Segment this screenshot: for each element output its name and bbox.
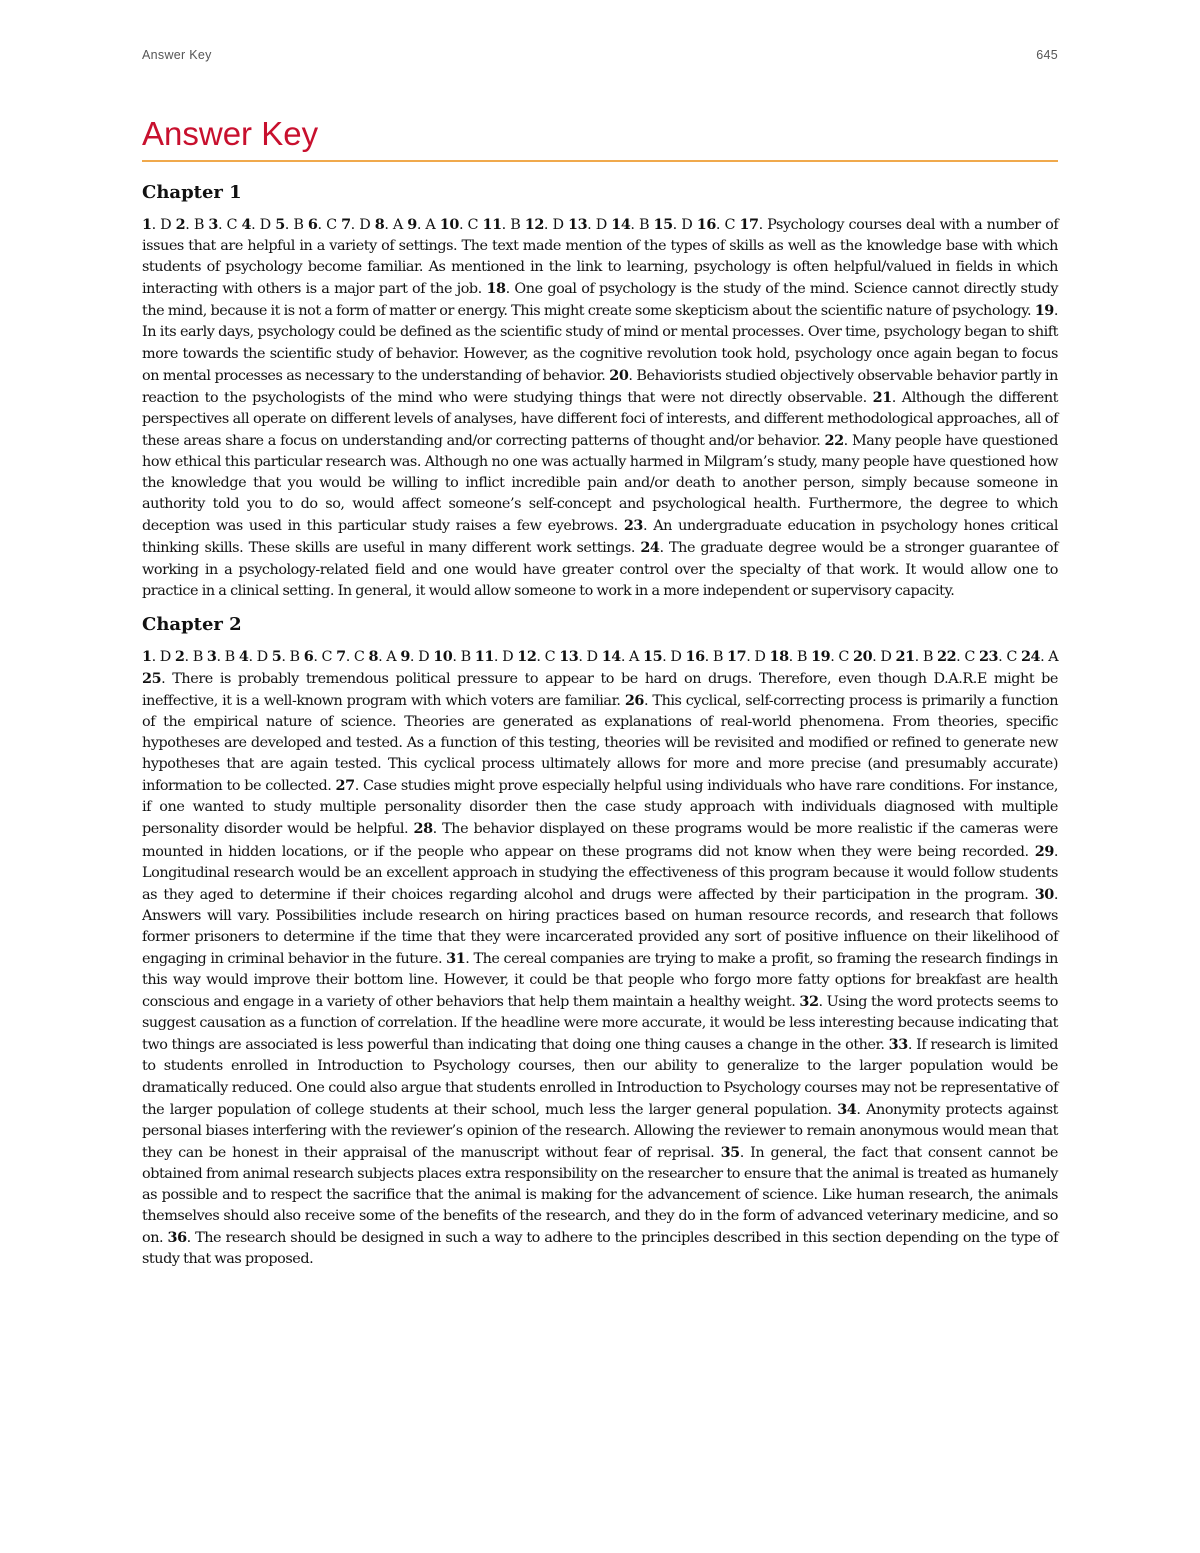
answer-number: 6	[307, 216, 318, 233]
answer-item: 1. D	[142, 216, 172, 233]
answer-item: 7. C	[336, 647, 365, 665]
answer-number: 9	[400, 647, 410, 665]
answer-item: 25. There is probably tremendous political pressure to appear to be hard on drugs. Therefore, even though D.A.R.E might be ineffective, it is a well-known program with which voters are familiar.	[142, 669, 1058, 709]
answer-text: B	[293, 217, 304, 233]
answer-item: 18. B	[769, 647, 807, 665]
answer-item: 32. Using the word protects seems to suggest causation as a function of correlation. If the headline were more accurate, it would be less interesting because indicating that two things are associated is less powerful than indicating that doing one thing causes a change in the other.	[142, 993, 1058, 1054]
answer-text: A	[1048, 648, 1059, 665]
answer-item: 4. D	[241, 216, 271, 233]
answer-number: 33	[888, 1036, 908, 1054]
answer-number: 32	[799, 993, 819, 1011]
answer-item: 9. D	[400, 647, 430, 665]
answer-text: D	[160, 217, 172, 233]
answer-number: 27	[335, 777, 355, 795]
answer-item: 18. One goal of psychology is the study of the mind. Science cannot directly study the mind, because it is not a form of matter or energy. This might create some skepticism about the scientific nature of psychology.	[142, 280, 1059, 320]
answer-number: 31	[446, 950, 466, 967]
answer-item: 23. An undergraduate education in psychology hones critical thinking skills. These skills are useful in many different work settings.	[142, 517, 1059, 557]
chapter-heading: Chapter 2	[142, 613, 242, 635]
answer-list	[142, 646, 1058, 1271]
answer-text: This cyclical, self-correcting process is primarily a function of the empirical nature of science. Theories are generated as explanations of real-world phenomena. From theories, specific hypotheses are developed and tested. As a function of this testing, theories will be revisited and modified or refined to generate new hypotheses that are again tested. This cyclical process ultimately allows for more and more precise (and presumably accurate) information to be collected.	[142, 692, 1059, 795]
answer-text: The cereal companies are trying to make a profit, so framing the research findings in this way would improve their bottom line. However, it could be that people who forgo more fatty options for breakfast are health conscious and engage in a variety of other behaviors that help them maintain a healthy weight.	[142, 951, 1059, 1011]
answer-item: 6. C	[307, 216, 337, 233]
answer-text: B	[460, 648, 471, 665]
page-title: Answer Key	[142, 115, 319, 152]
answer-text: The behavior displayed on these programs would be more realistic if the cameras were mounted in hidden locations, or if the people who appear on these programs did not know when they were being recorded.	[142, 821, 1058, 860]
answer-text: D	[159, 648, 171, 665]
answer-number: 23	[978, 647, 999, 665]
answer-item: 19. C	[811, 647, 849, 665]
answer-item: 36. The research should be designed in such a way to adhere to the principles described in this section depending on the type of study that was proposed.	[142, 1229, 1058, 1268]
answer-number: 24	[640, 539, 660, 557]
answer-number: 14	[601, 647, 621, 665]
answer-text: A	[386, 648, 397, 665]
answer-text: C	[838, 648, 849, 665]
answer-number: 17	[739, 216, 759, 233]
answer-item: 5. B	[275, 216, 304, 233]
answer-text: B	[638, 217, 650, 233]
answer-number: 24	[1020, 647, 1041, 665]
answer-item: 20. Behaviorists studied objectively observable behavior partly in reaction to the psychologists of the mind who were studying things that were not directly observable.	[142, 366, 1058, 406]
answer-number: 3	[206, 647, 217, 665]
answer-number: 1	[142, 216, 152, 233]
answer-item: 4. D	[238, 647, 268, 665]
answer-number: 6	[303, 647, 314, 665]
answer-number: 28	[413, 820, 433, 838]
answer-item: 13. D	[568, 216, 607, 233]
running-title: Answer Key	[142, 48, 212, 62]
answer-item: 5. B	[271, 647, 300, 665]
answer-item: 28. The behavior displayed on these programs would be more realistic if the cameras were mounted in hidden locations, or if the people who appear on these programs did not know when they were being recorded.	[142, 820, 1058, 860]
answer-text: B	[796, 648, 807, 665]
answer-text: An undergraduate education in psychology hones critical thinking skills. These skills are useful in many different work settings.	[142, 518, 1059, 557]
answer-text: The graduate degree would be a stronger guarantee of working in a psychology-related field and one would have greater control over the specialty of that work. It would allow one to practice in a clinical setting. In general, it would allow someone to work in a more independent or supervisory capacity.	[142, 540, 1059, 599]
answer-number: 19	[811, 647, 831, 665]
answer-number: 8	[374, 216, 385, 233]
answer-text: The research should be designed in such a way to adhere to the principles described in this section depending on the type of study that was proposed.	[142, 1230, 1058, 1268]
answer-item: 16. C	[696, 216, 736, 233]
answer-number: 21	[895, 647, 915, 665]
answer-text: Answers will vary. Possibilities include research on hiring practices based on human resource records, and research that follows former prisoners to determine if the time that they were incarcerated provided any sort of positive influence on their likelihood of engaging in criminal behavior in the future.	[142, 907, 1058, 967]
answer-text: C	[964, 648, 975, 665]
answer-item: 21. B	[895, 647, 933, 665]
answer-item: 8. A	[368, 647, 397, 665]
answer-number: 2	[175, 216, 186, 233]
answer-text: In its early days, psychology could be defined as the scientific study of mind or mental processes. Over time, psychology began to shift more towards the scientific study of behavior. However, as the cognitive revolution took hold, psychology once again began to focus on mental processes as necessary to the understanding of behavior.	[142, 324, 1058, 384]
answer-number: 3	[208, 216, 218, 233]
answer-text: A	[392, 217, 403, 233]
answer-item: 17. Psychology courses deal with a number of issues that are helpful in a variety of settings. The text made mention of the types of skills as well as the knowledge base with which students of psychology become familiar. As mentioned in the link to learning, psychology is often helpful/valued in fields in which interacting with others is a major part of the job.	[142, 216, 1059, 298]
answer-item: 34. Anonymity protects against personal biases interfering with the reviewer’s opinion of the research. Allowing the reviewer to remain anonymous would mean that they can be honest in their appraisal of the manuscript without fear of reprisal.	[142, 1100, 1059, 1161]
answer-text: B	[224, 648, 235, 665]
answer-number: 1	[142, 647, 152, 665]
page-number: 645	[1036, 48, 1058, 62]
answer-text: C	[1006, 648, 1017, 665]
answer-text: B	[289, 648, 300, 665]
answer-text: D	[586, 648, 598, 665]
title-divider	[142, 160, 1058, 162]
answer-text: D	[880, 648, 892, 665]
answer-item: 11. B	[482, 216, 521, 233]
running-header	[142, 48, 1058, 66]
answer-item: 31. The cereal companies are trying to make a profit, so framing the research findings in this way would improve their bottom line. However, it could be that people who forgo more fatty options for breakfast are health conscious and engage in a variety of other behaviors that help them maintain a healthy weight.	[142, 950, 1059, 1011]
answer-number: 10	[439, 216, 459, 233]
answer-text: B	[712, 648, 723, 665]
answer-text: If research is limited to students enrolled in Introduction to Psychology courses, then our ability to generalize to the larger population would be dramatically reduced. One could also argue that students enrolled in Introduction to Psychology courses may not be representative of the larger population of college students at their school, much less the larger general population.	[142, 1037, 1058, 1118]
answer-text: Many people have questioned how ethical this particular research was. Although no one was actually harmed in Milgram’s study, many people have questioned how the knowledge that you would be willing to inflict incredible pain and/or death to another person, simply because someone in authority told you to do so, would affect someone’s self-concept and psychological health. Furthermore, the degree to which deception was used in this particular study raises a few eyebrows.	[142, 432, 1059, 535]
answer-text: D	[359, 217, 371, 233]
answer-item: 21. Although the different perspectives all operate on different levels of analyses, have different foci of interests, and different methodological approaches, all of these areas share a focus on understanding and/or correcting patterns of thought and/or behavior.	[142, 388, 1059, 449]
answer-text: Using the word protects seems to suggest causation as a function of correlation. If the headline were more accurate, it would be less interesting because indicating that two things are associated is less powerful than indicating that doing one thing causes a change in the other.	[142, 994, 1058, 1054]
answer-item: 20. D	[853, 647, 892, 665]
answer-item: 15. D	[653, 216, 693, 233]
answer-item: 15. D	[643, 647, 682, 665]
answer-number: 29	[1034, 842, 1054, 860]
chapter-1-section	[142, 178, 1058, 602]
answer-item: 30. Answers will vary. Possibilities include research on hiring practices based on human resource records, and research that follows former prisoners to determine if the time that they were incarcerated provided any sort of positive influence on their likelihood of engaging in criminal behavior in the future.	[142, 885, 1058, 967]
answer-text: C	[326, 217, 337, 233]
answer-item: 22. C	[937, 647, 975, 665]
answer-item: 13. D	[559, 647, 598, 665]
answer-item: 23. C	[978, 647, 1017, 665]
answer-text: Case studies might prove especially helpful using individuals who have rare conditions. For instance, if one wanted to study multiple personality disorder then the case study approach with individuals diagnosed with multiple personality disorder would be helpful.	[142, 778, 1059, 838]
answer-text: D	[595, 217, 607, 233]
answer-text: D	[670, 648, 682, 665]
answer-text: C	[353, 648, 365, 665]
answer-text: D	[502, 648, 514, 665]
answer-text: D	[754, 648, 766, 665]
answer-item: 10. B	[433, 647, 471, 665]
answer-item: 12. C	[517, 647, 556, 665]
answer-item: 29. Longitudinal research would be an excellent approach in studying the effectiveness of this program because it would follow students as they aged to determine if their choices regarding alcohol and drugs were affected by their participation in the program.	[142, 842, 1059, 903]
answer-number: 23	[623, 517, 643, 535]
answer-item: 35. In general, the fact that consent cannot be obtained from animal research subjects places extra responsibility on the researcher to ensure that the animal is treated as humanely as possible and to respect the sacrifice that the animal is making for the advancement of science. Like human research, the animals themselves should also receive some of the benefits of the research, and they do in the form of advanced veterinary medicine, and so on.	[142, 1143, 1058, 1247]
answer-text: There is probably tremendous political pressure to appear to be hard on drugs. Therefore, even though D.A.R.E might be ineffective, it is a well-known program with which voters are familiar.	[142, 670, 1058, 709]
answer-number: 5	[275, 216, 285, 233]
answer-text: D	[552, 217, 564, 233]
answer-text: B	[192, 648, 203, 665]
answer-number: 16	[685, 647, 705, 665]
answer-text: C	[724, 217, 736, 233]
answer-number: 21	[872, 388, 892, 406]
answer-number: 26	[624, 691, 644, 709]
answer-number: 18	[486, 280, 506, 298]
answer-number: 20	[609, 366, 629, 384]
answer-item: 26. This cyclical, self-correcting process is primarily a function of the empirical nature of science. Theories are generated as explanations of real-world phenomena. From theories, specific hypotheses are developed and tested. As a function of this testing, theories will be revisited and modified or refined to generate new hypotheses that are again tested. This cyclical process ultimately allows for more and more precise (and presumably accurate) information to be collected.	[142, 691, 1059, 795]
answer-text: C	[467, 217, 479, 233]
answer-number: 34	[837, 1100, 857, 1118]
answer-number: 15	[643, 647, 663, 665]
answer-item: 2. B	[174, 647, 203, 665]
answer-text: D	[256, 648, 268, 665]
answer-number: 8	[368, 647, 379, 665]
answer-item: 12. D	[524, 216, 564, 233]
answer-item: 16. B	[685, 647, 723, 665]
answer-number: 22	[824, 431, 844, 449]
answer-item: 10. C	[439, 216, 479, 233]
answer-text: B	[922, 648, 933, 665]
answer-number: 12	[517, 647, 537, 665]
answer-text: B	[510, 217, 521, 233]
answer-text: C	[226, 217, 238, 233]
answer-number: 36	[167, 1229, 187, 1247]
answer-text: Longitudinal research would be an excellent approach in studying the effectiveness of this program because it would follow students as they aged to determine if their choices regarding alcohol and drugs were affected by their participation in the program.	[142, 864, 1058, 903]
answer-number: 7	[341, 216, 351, 233]
answer-text: Anonymity protects against personal biases interfering with the reviewer’s opinion of the research. Allowing the reviewer to remain anonymous would mean that they can be honest in their appraisal of the manuscript without fear of reprisal.	[142, 1101, 1059, 1161]
answer-text: In general, the fact that consent cannot be obtained from animal research subjects places extra responsibility on the researcher to ensure that the animal is treated as humanely as possible and to respect the sacrifice that the animal is making for the advancement of science. Like human research, the animals themselves should also receive some of the benefits of the research, and they do in the form of advanced veterinary medicine, and so on.	[142, 1144, 1058, 1247]
answer-item: 14. B	[611, 216, 650, 233]
answer-text: B	[193, 217, 204, 233]
answer-number: 13	[568, 216, 588, 233]
answer-number: 18	[769, 647, 789, 665]
answer-item: 24. The graduate degree would be a stronger guarantee of working in a psychology-related field and one would have greater control over the specialty of that work. It would allow one to practice in a clinical setting. In general, it would allow someone to work in a more independent or supervisory capacity.	[142, 539, 1059, 599]
chapter-heading: Chapter 1	[142, 182, 242, 203]
answer-number: 4	[241, 216, 252, 233]
answer-number: 11	[474, 647, 494, 665]
answer-item: 9. A	[407, 216, 436, 233]
answer-item: 19. In its early days, psychology could be defined as the scientific study of mind or mental processes. Over time, psychology began to shift more towards the scientific study of behavior. However, as the cognitive revolution took hold, psychology once again began to focus on mental processes as necessary to the understanding of behavior.	[142, 302, 1058, 384]
answer-item: 27. Case studies might prove especially helpful using individuals who have rare conditions. For instance, if one wanted to study multiple personality disorder then the case study approach with individuals diagnosed with multiple personality disorder would be helpful.	[142, 777, 1059, 838]
answer-text: One goal of psychology is the study of the mind. Science cannot directly study the mind, because it is not a form of matter or energy. This might create some skepticism about the scientific nature of psychology.	[142, 281, 1059, 320]
answer-number: 17	[727, 647, 747, 665]
answer-text: Psychology courses deal with a number of issues that are helpful in a variety of settings. The text made mention of the types of skills as well as the knowledge base with which students of psychology become familiar. As mentioned in the link to learning, psychology is often helpful/valued in fields in which interacting with others is a major part of the job.	[142, 217, 1059, 298]
answer-number: 10	[433, 647, 453, 665]
answer-number: 12	[524, 216, 544, 233]
answer-number: 9	[407, 216, 417, 233]
answer-item: 1. D	[142, 647, 171, 665]
answer-text: A	[425, 217, 436, 233]
answer-text: D	[418, 648, 430, 665]
answer-text: C	[321, 648, 333, 665]
answer-number: 2	[174, 647, 185, 665]
answer-item: 11. D	[474, 647, 514, 665]
answer-item: 17. D	[727, 647, 766, 665]
answer-number: 30	[1034, 885, 1054, 903]
answer-number: 7	[336, 647, 346, 665]
answer-list	[142, 214, 1058, 602]
answer-item: 7. D	[341, 216, 371, 233]
answer-number: 16	[696, 216, 716, 233]
answer-item: 2. B	[175, 216, 204, 233]
answer-number: 19	[1034, 302, 1054, 320]
answer-key-content	[142, 178, 1058, 1270]
answer-number: 22	[937, 647, 957, 665]
answer-number: 15	[653, 216, 673, 233]
answer-item: 6. C	[303, 647, 333, 665]
answer-item: 24. A	[1020, 647, 1059, 665]
answer-number: 13	[559, 647, 579, 665]
answer-item: 3. B	[206, 647, 235, 665]
answer-item: 22. Many people have questioned how ethical this particular research was. Although no one was actually harmed in Milgram’s study, many people have questioned how the knowledge that you would be willing to inflict incredible pain and/or death to another person, simply because someone in authority told you to do so, would affect someone’s self-concept and psychological health. Furthermore, the degree to which deception was used in this particular study raises a few eyebrows.	[142, 431, 1059, 535]
answer-number: 14	[611, 216, 631, 233]
answer-item: 33. If research is limited to students enrolled in Introduction to Psychology courses, then our ability to generalize to the larger population would be dramatically reduced. One could also argue that students enrolled in Introduction to Psychology courses may not be representative of the larger population of college students at their school, much less the larger general population.	[142, 1036, 1058, 1118]
answer-text: Behaviorists studied objectively observable behavior partly in reaction to the psychologists of the mind who were studying things that were not directly observable.	[142, 367, 1058, 406]
answer-number: 4	[238, 647, 249, 665]
answer-item: 3. C	[208, 216, 238, 233]
answer-number: 25	[142, 669, 162, 687]
answer-number: 11	[482, 216, 502, 233]
answer-text: D	[681, 217, 693, 233]
answer-item: 8. A	[374, 216, 403, 233]
answer-text: D	[259, 217, 271, 233]
answer-text: A	[629, 648, 639, 665]
answer-number: 5	[271, 647, 282, 665]
answer-number: 20	[853, 647, 873, 665]
chapter-2-section	[142, 610, 1058, 1271]
answer-item: 14. A	[601, 647, 639, 665]
answer-number: 35	[720, 1143, 740, 1161]
answer-text: Although the different perspectives all operate on different levels of analyses, have different foci of interests, and different methodological approaches, all of these areas share a focus on understanding and/or correcting patterns of thought and/or behavior.	[142, 389, 1059, 449]
answer-text: C	[544, 648, 556, 665]
